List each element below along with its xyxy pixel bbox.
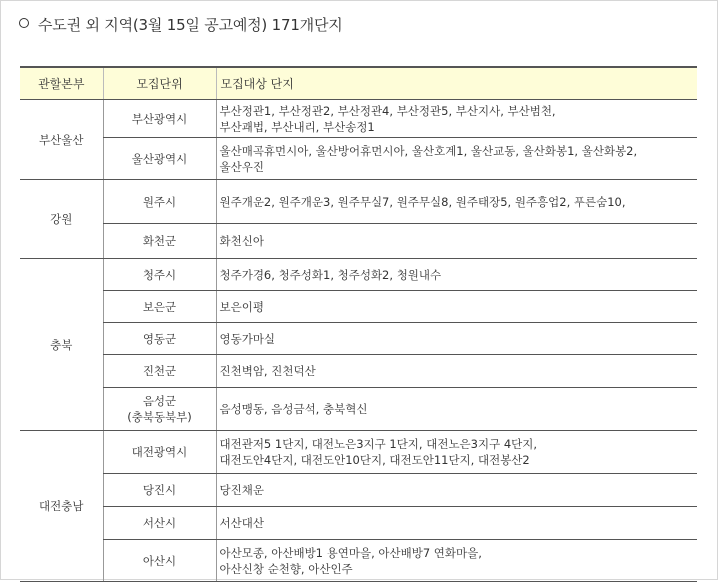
table-row [20, 540, 697, 582]
section-title-text: 수도권 외 지역(3월 15일 공고예정) 171개단지 [38, 16, 343, 34]
table-row [20, 100, 697, 138]
region-cell: 대전충남 [20, 431, 103, 582]
target-cell: 대전관저5 1단지, 대전노은3지구 1단지, 대전노은3지구 4단지, 대전도안4단지, 대전도안10단지, 대전도안11단지, 대전봉산2 [216, 431, 697, 474]
table-row [20, 323, 697, 355]
unit-cell: 울산광역시 [103, 138, 216, 180]
table-header-row [20, 67, 697, 100]
target-cell: 서산대산 [216, 507, 697, 540]
region-cell: 부산울산 [20, 100, 103, 180]
unit-cell: 서산시 [103, 507, 216, 540]
table-row [20, 474, 697, 507]
unit-cell: 영동군 [103, 323, 216, 355]
target-cell: 보은이평 [216, 291, 697, 323]
target-cell: 당진채운 [216, 474, 697, 507]
section-title [19, 14, 343, 35]
unit-cell: 아산시 [103, 540, 216, 582]
table-row [20, 180, 697, 224]
table-row [20, 507, 697, 540]
header-region: 관할본부 [20, 67, 103, 100]
unit-cell: 보은군 [103, 291, 216, 323]
target-cell: 청주가경6, 청주성화1, 청주성화2, 청원내수 [216, 259, 697, 291]
table-row [20, 138, 697, 180]
unit-cell: 부산광역시 [103, 100, 216, 138]
table-row [20, 355, 697, 388]
unit-cell: 청주시 [103, 259, 216, 291]
target-cell: 영동가마실 [216, 323, 697, 355]
target-cell: 울산매곡휴먼시아, 울산방어휴먼시아, 울산호계1, 울산교동, 울산화봉1, 울산화봉2, 울산우진 [216, 138, 697, 180]
unit-cell: 대전광역시 [103, 431, 216, 474]
unit-cell: 음성군 (충북동북부) [103, 388, 216, 431]
target-cell: 아산모종, 아산배방1 용연마을, 아산배방7 연화마을, 아산신창 순천향, 아산인주 [216, 540, 697, 582]
table-row [20, 291, 697, 323]
header-target: 모집대상 단지 [216, 67, 697, 100]
table-row [20, 431, 697, 474]
target-cell: 음성맹동, 음성금석, 충북혁신 [216, 388, 697, 431]
unit-cell: 원주시 [103, 180, 216, 224]
header-unit: 모집단위 [103, 67, 216, 100]
complex-list-table [20, 66, 697, 582]
unit-cell: 진천군 [103, 355, 216, 388]
region-cell: 충북 [20, 259, 103, 431]
table-row [20, 224, 697, 259]
unit-cell: 당진시 [103, 474, 216, 507]
table-row [20, 259, 697, 291]
target-cell: 부산정관1, 부산정관2, 부산정관4, 부산정관5, 부산지사, 부산범천, 부산괘법, 부산내리, 부산송정1 [216, 100, 697, 138]
bullet-circle-icon [19, 18, 29, 28]
target-cell: 진천벽암, 진천덕산 [216, 355, 697, 388]
target-cell: 원주개운2, 원주개운3, 원주무실7, 원주무실8, 원주태장5, 원주흥업2, 푸른숨10, [216, 180, 697, 224]
table-row [20, 388, 697, 431]
unit-cell: 화천군 [103, 224, 216, 259]
target-cell: 화천신아 [216, 224, 697, 259]
region-cell: 강원 [20, 180, 103, 259]
